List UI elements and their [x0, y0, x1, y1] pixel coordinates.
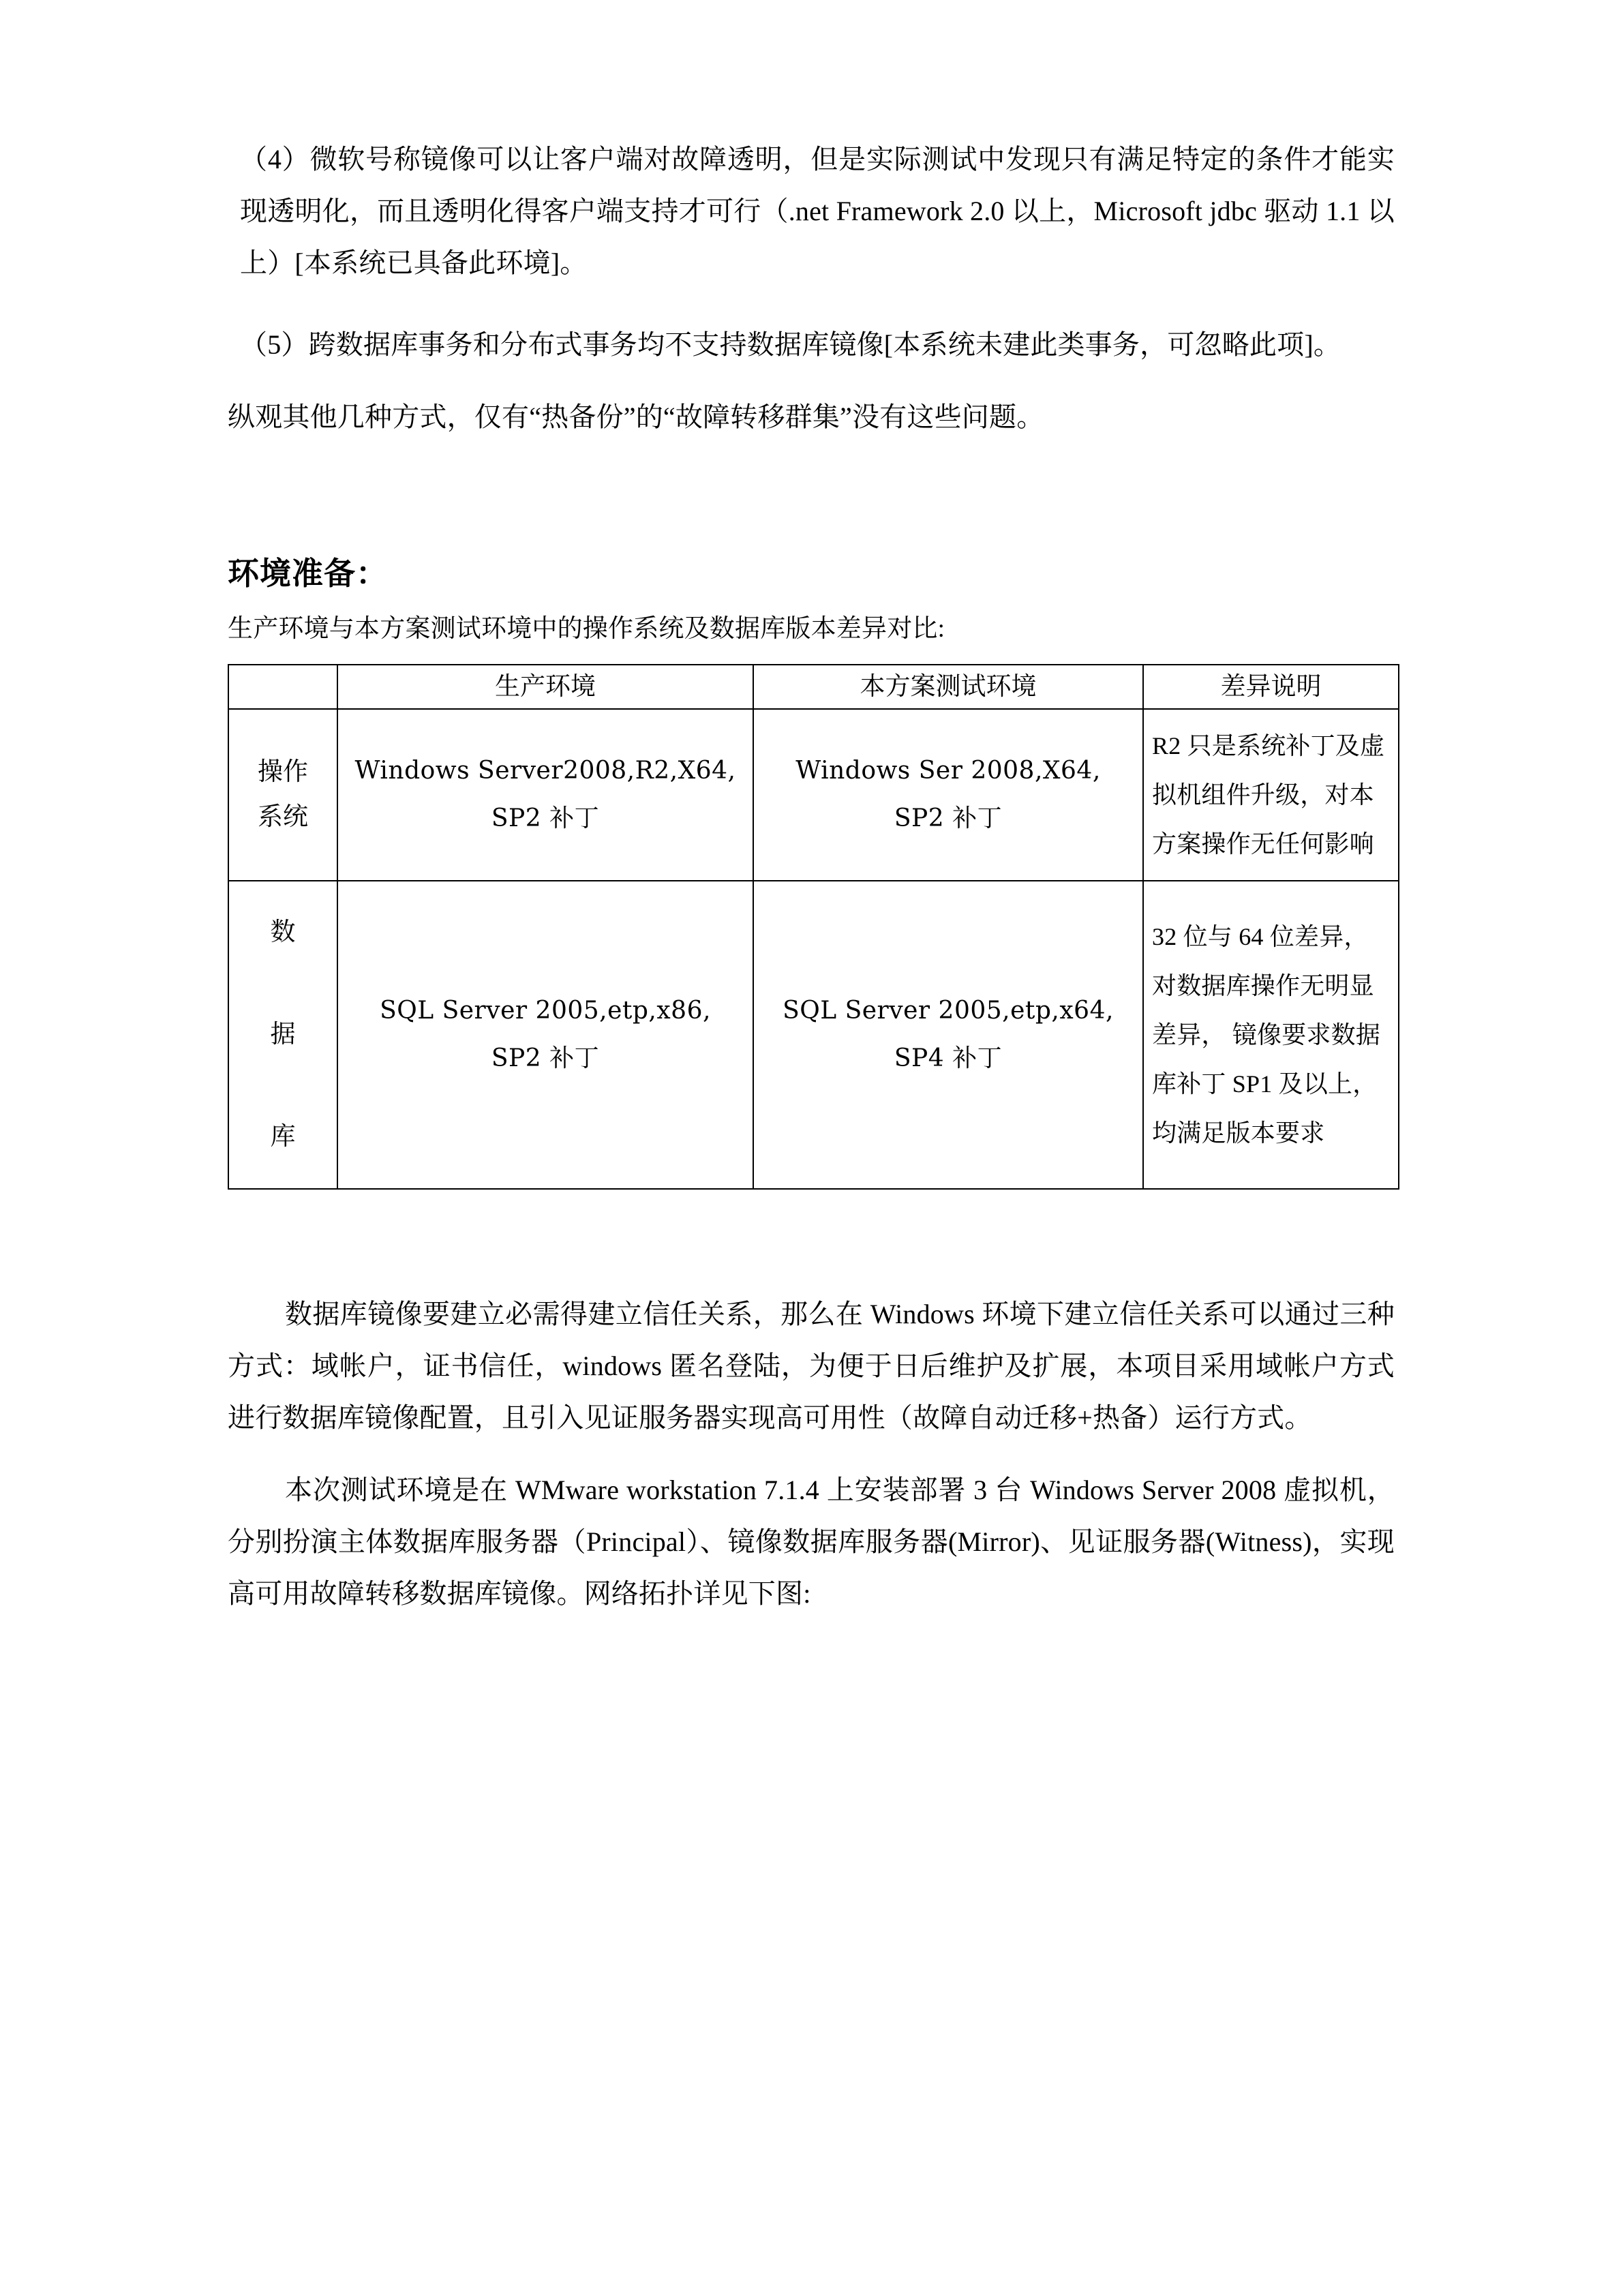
cell-db-production-version: SQL Server 2005,etp,x86, — [380, 997, 711, 1025]
cell-db-difference — [1143, 881, 1399, 1189]
paragraph-spacer-3 — [228, 1444, 1395, 1464]
row-label-db-line3: 库 — [270, 1123, 296, 1151]
paragraph-trust-relationship: 数据库镜像要建立必需得建立信任关系，那么在 Windows 环境下建立信任关系可以通过三种方式：域帐户，证书信任，windows 匿名登陆，为便于日后维护及扩展，本项目采用域帐户方式进行数据库镜像配置，且引入见证服务器实现高可用性（故障自动迁移+热备）运行方式。 — [228, 1299, 1395, 1433]
cell-db-test-patch: SP4 补丁 — [894, 1044, 1003, 1072]
row-label-db-line1: 数 — [270, 918, 296, 946]
cell-os-difference-text: R2 只是系统补丁及虚拟机组件升级，对本方案操作无任何影响 — [1152, 732, 1385, 858]
caption-spacer — [228, 649, 1395, 664]
paragraph-topology: 本次测试环境是在 WMware workstation 7.1.4 上安装部署 3 台 Windows Server 2008 虚拟机，分别扮演主体数据库服务器（Principal）、镜像数据库服务器(Mirror)、见证服务器(Witness)，实现高可用故障转移数据库镜像。网络拓扑详见下图: — [228, 1475, 1395, 1609]
page-content — [228, 0, 1395, 1620]
cell-db-difference-text: 32 位与 64 位差异，对数据库操作无明显差异， 镜像要求数据库补丁 SP1 及以上，均满足版本要求 — [1152, 923, 1381, 1147]
table-header-row — [228, 665, 1399, 709]
cell-os-test — [753, 709, 1143, 881]
section-spacer — [228, 443, 1395, 552]
row-label-os-line2: 系统 — [258, 803, 308, 831]
environment-comparison-table — [228, 664, 1399, 1190]
top-margin-spacer — [228, 0, 1395, 134]
row-label-os — [228, 709, 337, 881]
cell-os-difference — [1143, 709, 1399, 881]
table-row-os — [228, 709, 1399, 881]
table-header-production: 生产环境 — [337, 665, 753, 709]
paragraph-item-4: （4）微软号称镜像可以让客户端对故障透明，但是实际测试中发现只有满足特定的条件才能实现透明化，而且透明化得客户端支持才可行（.net Framework 2.0 以上，Microsoft jdbc 驱动 1.1 以上）[本系统已具备此环境]。 — [240, 144, 1395, 278]
cell-os-production-version: Windows Server2008,R2,X64, — [354, 757, 736, 785]
table-header-test: 本方案测试环境 — [753, 665, 1143, 709]
table-header-difference: 差异说明 — [1143, 665, 1399, 709]
table-bottom-spacer — [228, 1190, 1395, 1288]
row-label-db-line2: 据 — [270, 1021, 296, 1048]
row-label-os-line1: 操作 — [258, 758, 308, 786]
table-header-corner — [228, 665, 337, 709]
paragraph-spacer-1 — [228, 289, 1395, 319]
paragraph-summary: 纵观其他几种方式，仅有“热备份”的“故障转移群集”没有这些问题。 — [228, 402, 1044, 432]
paragraph-item-5: （5）跨数据库事务和分布式事务均不支持数据库镜像[本系统未建此类事务，可忽略此项]。 — [240, 329, 1341, 360]
table-row-db — [228, 881, 1399, 1189]
paragraph-spacer-2 — [228, 371, 1395, 391]
cell-db-test — [753, 881, 1143, 1189]
heading-spacer — [228, 594, 1395, 609]
section-heading: 环境准备： — [228, 555, 388, 592]
cell-os-test-version: Windows Ser 2008,X64, — [795, 757, 1101, 785]
cell-db-production-patch: SP2 补丁 — [491, 1044, 600, 1072]
cell-os-production — [337, 709, 753, 881]
cell-db-production — [337, 881, 753, 1189]
row-label-db — [228, 881, 337, 1189]
cell-db-test-version: SQL Server 2005,etp,x64, — [783, 997, 1114, 1025]
cell-os-test-patch: SP2 补丁 — [894, 804, 1003, 832]
cell-os-production-patch: SP2 补丁 — [491, 804, 600, 832]
table-caption: 生产环境与本方案测试环境中的操作系统及数据库版本差异对比: — [228, 615, 945, 643]
